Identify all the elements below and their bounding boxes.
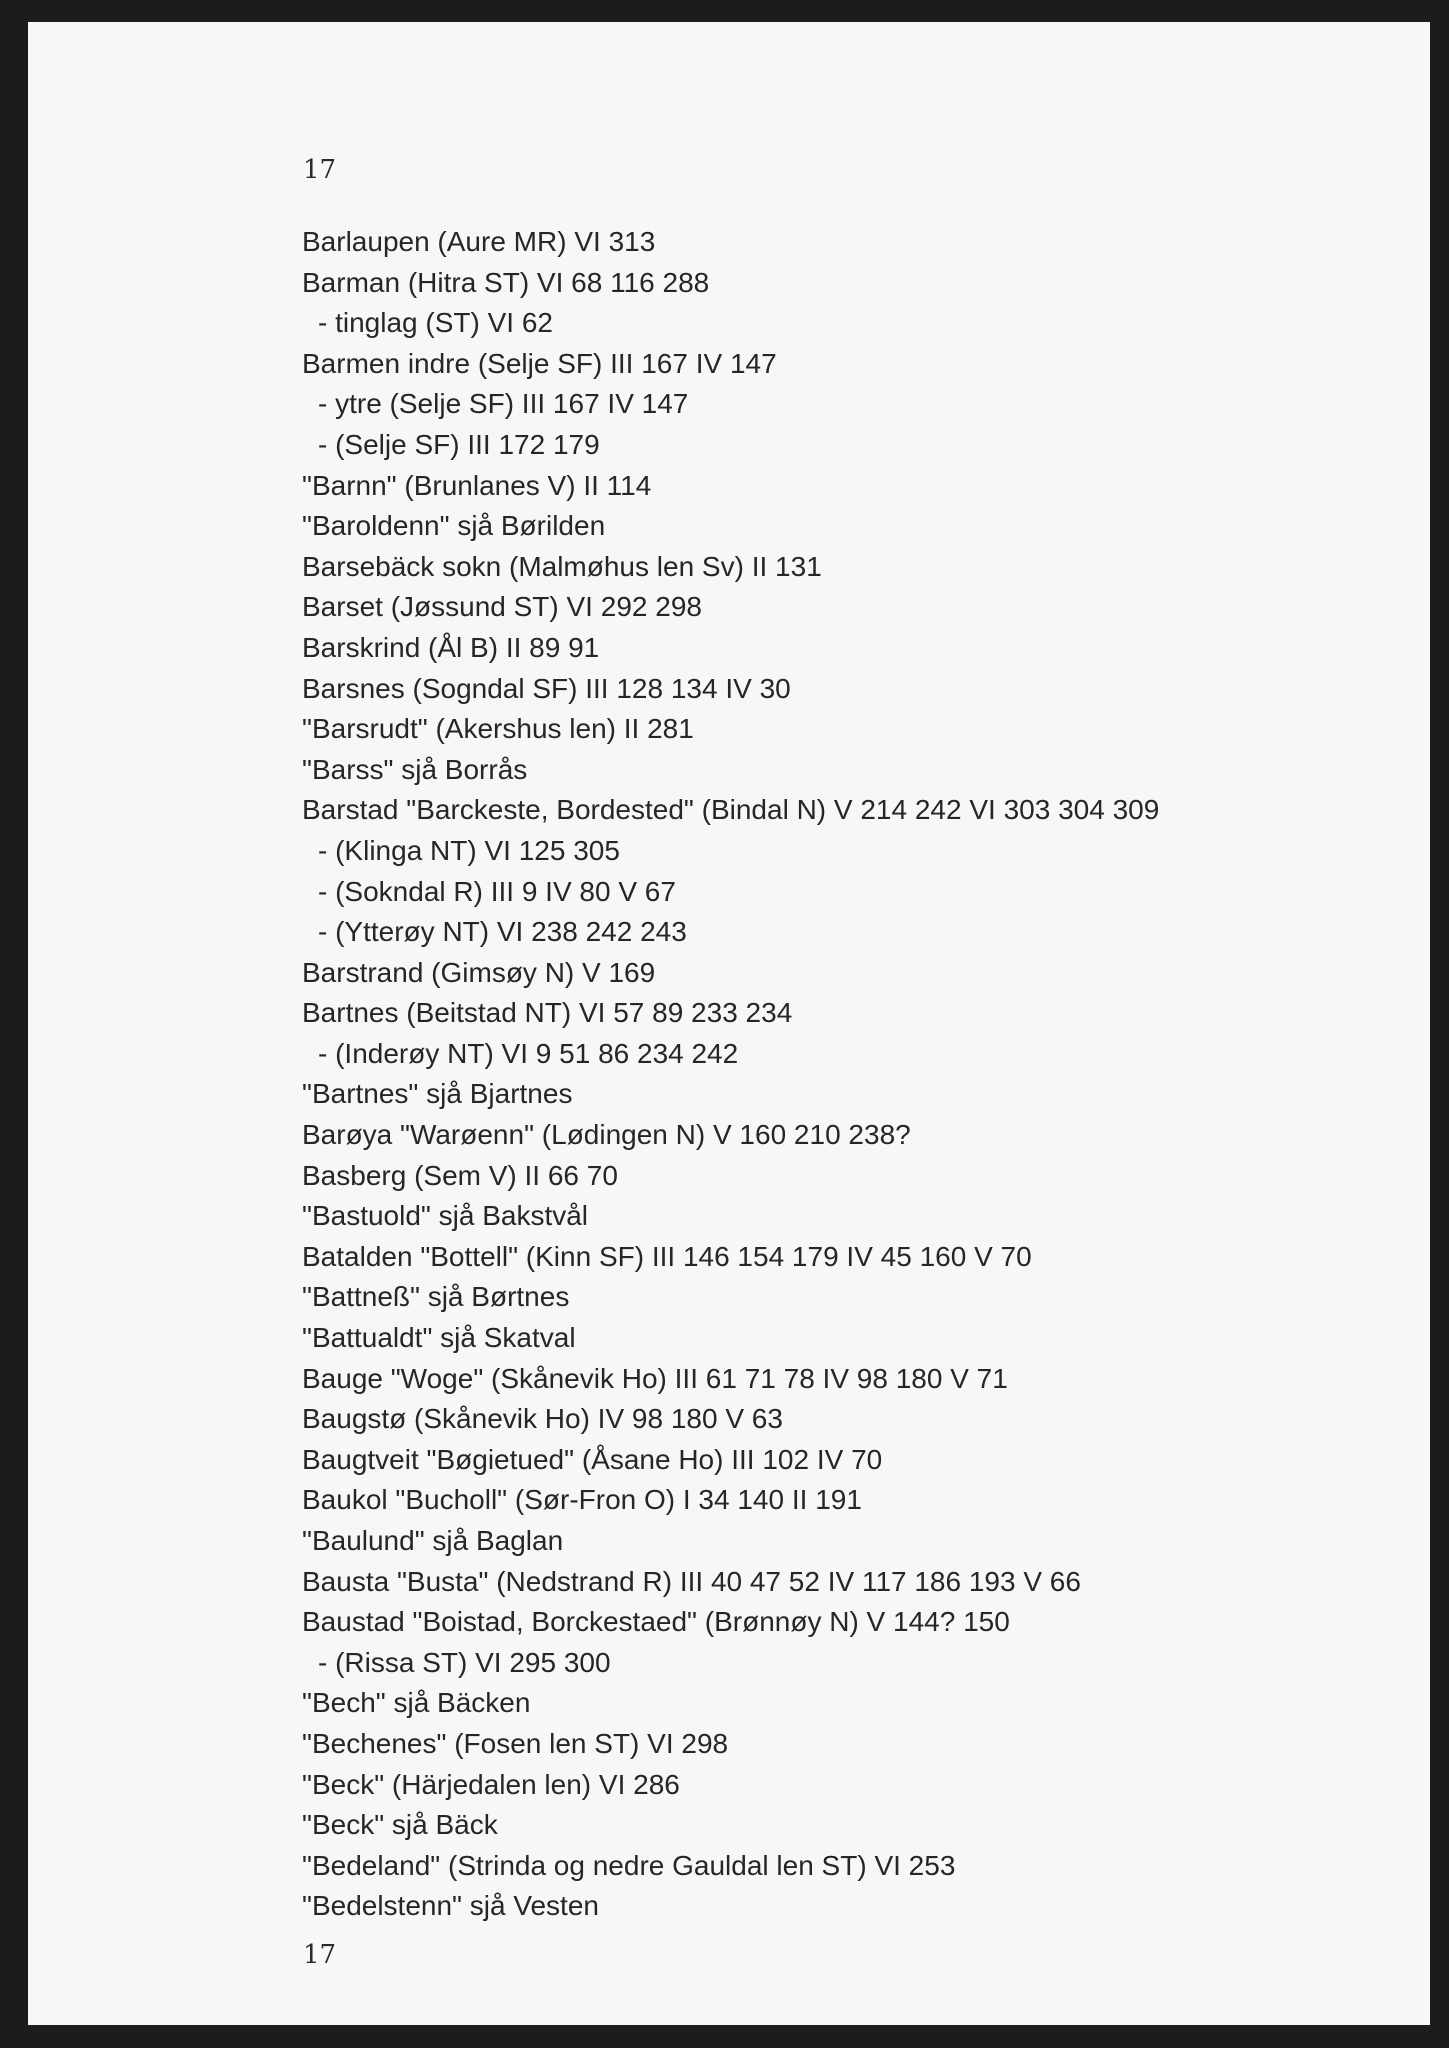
index-entry: "Bartnes" sjå Bjartnes [302,1078,573,1110]
index-entry: - ytre (Selje SF) III 167 IV 147 [318,388,689,420]
index-entry: - (Klinga NT) VI 125 305 [318,834,620,866]
index-entry: Basberg (Sem V) II 66 70 [302,1159,618,1191]
index-entry: Batalden "Bottell" (Kinn SF) III 146 154 179 IV 45 160 V 70 [302,1240,1032,1272]
index-entry: Baustad "Boistad, Borckestaed" (Brønnøy N) V 144? 150 [302,1606,1010,1638]
index-entry: Baugtveit "Bøgietued" (Åsane Ho) III 102 IV 70 [302,1443,883,1475]
index-entry: Barsnes (Sogndal SF) III 128 134 IV 30 [302,672,791,704]
index-entry: Barsebäck sokn (Malmøhus len Sv) II 131 [302,550,822,582]
index-entry: Barøya "Warøenn" (Lødingen N) V 160 210 238? [302,1119,911,1151]
document-page [28,22,1430,2025]
index-entry: "Bastuold" sjå Bakstvål [302,1200,589,1232]
index-entry: "Beck" (Härjedalen len) VI 286 [302,1768,680,1800]
index-entry: "Baulund" sjå Baglan [302,1525,564,1556]
index-entry: "Battneß" sjå Børtnes [302,1281,570,1313]
index-entry: "Bechenes" (Fosen len ST) VI 298 [302,1727,729,1759]
page-number-bottom: 17 [303,1940,337,1970]
index-entry: "Beck" sjå Bäck [302,1809,498,1841]
index-entry: - (Sokndal R) III 9 IV 80 V 67 [318,875,676,907]
index-entry: Barmen indre (Selje SF) III 167 IV 147 [302,347,777,379]
index-entry: Baukol "Bucholl" (Sør-Fron O) I 34 140 II 191 [302,1484,862,1516]
index-entry: Barlaupen (Aure MR) VI 313 [302,226,656,257]
index-entry: "Barss" sjå Borrås [302,753,528,785]
index-entry: "Baroldenn" sjå Børilden [302,510,606,542]
index-entry: - (Inderøy NT) VI 9 51 86 234 242 [318,1037,739,1069]
index-entry: "Battualdt" sjå Skatval [302,1322,576,1354]
index-entry: - tinglag (ST) VI 62 [318,307,553,339]
page-number-top: 17 [303,155,337,185]
index-entry: Baugstø (Skånevik Ho) IV 98 180 V 63 [302,1403,783,1435]
index-entry: "Bech" sjå Bäcken [302,1687,531,1719]
index-entry: Barskrind (Ål B) II 89 91 [302,631,600,663]
index-entry: "Barsrudt" (Akershus len) II 281 [302,713,694,745]
index-entry: - (Ytterøy NT) VI 238 242 243 [318,916,687,948]
index-entry: "Bedeland" (Strinda og nedre Gauldal len ST) VI 253 [302,1849,956,1881]
index-entry: "Bedelstenn" sjå Vesten [302,1890,599,1922]
index-entry: Barset (Jøssund ST) VI 292 298 [302,591,702,623]
index-entry: - (Rissa ST) VI 295 300 [318,1646,611,1678]
index-entry-list [302,222,1159,1927]
index-entry: Barstad "Barckeste, Bordested" (Bindal N) V 214 242 VI 303 304 309 [302,794,1160,826]
index-entry: - (Selje SF) III 172 179 [318,428,600,460]
index-entry: Bauge "Woge" (Skånevik Ho) III 61 71 78 IV 98 180 V 71 [302,1362,1008,1394]
index-entry: Bausta "Busta" (Nedstrand R) III 40 47 52 IV 117 186 193 V 66 [302,1565,1081,1597]
index-entry: Barman (Hitra ST) VI 68 116 288 [302,266,710,298]
index-entry: Bartnes (Beitstad NT) VI 57 89 233 234 [302,997,793,1029]
index-entry: Barstrand (Gimsøy N) V 169 [302,956,656,988]
index-entry: "Barnn" (Brunlanes V) II 114 [302,469,652,501]
